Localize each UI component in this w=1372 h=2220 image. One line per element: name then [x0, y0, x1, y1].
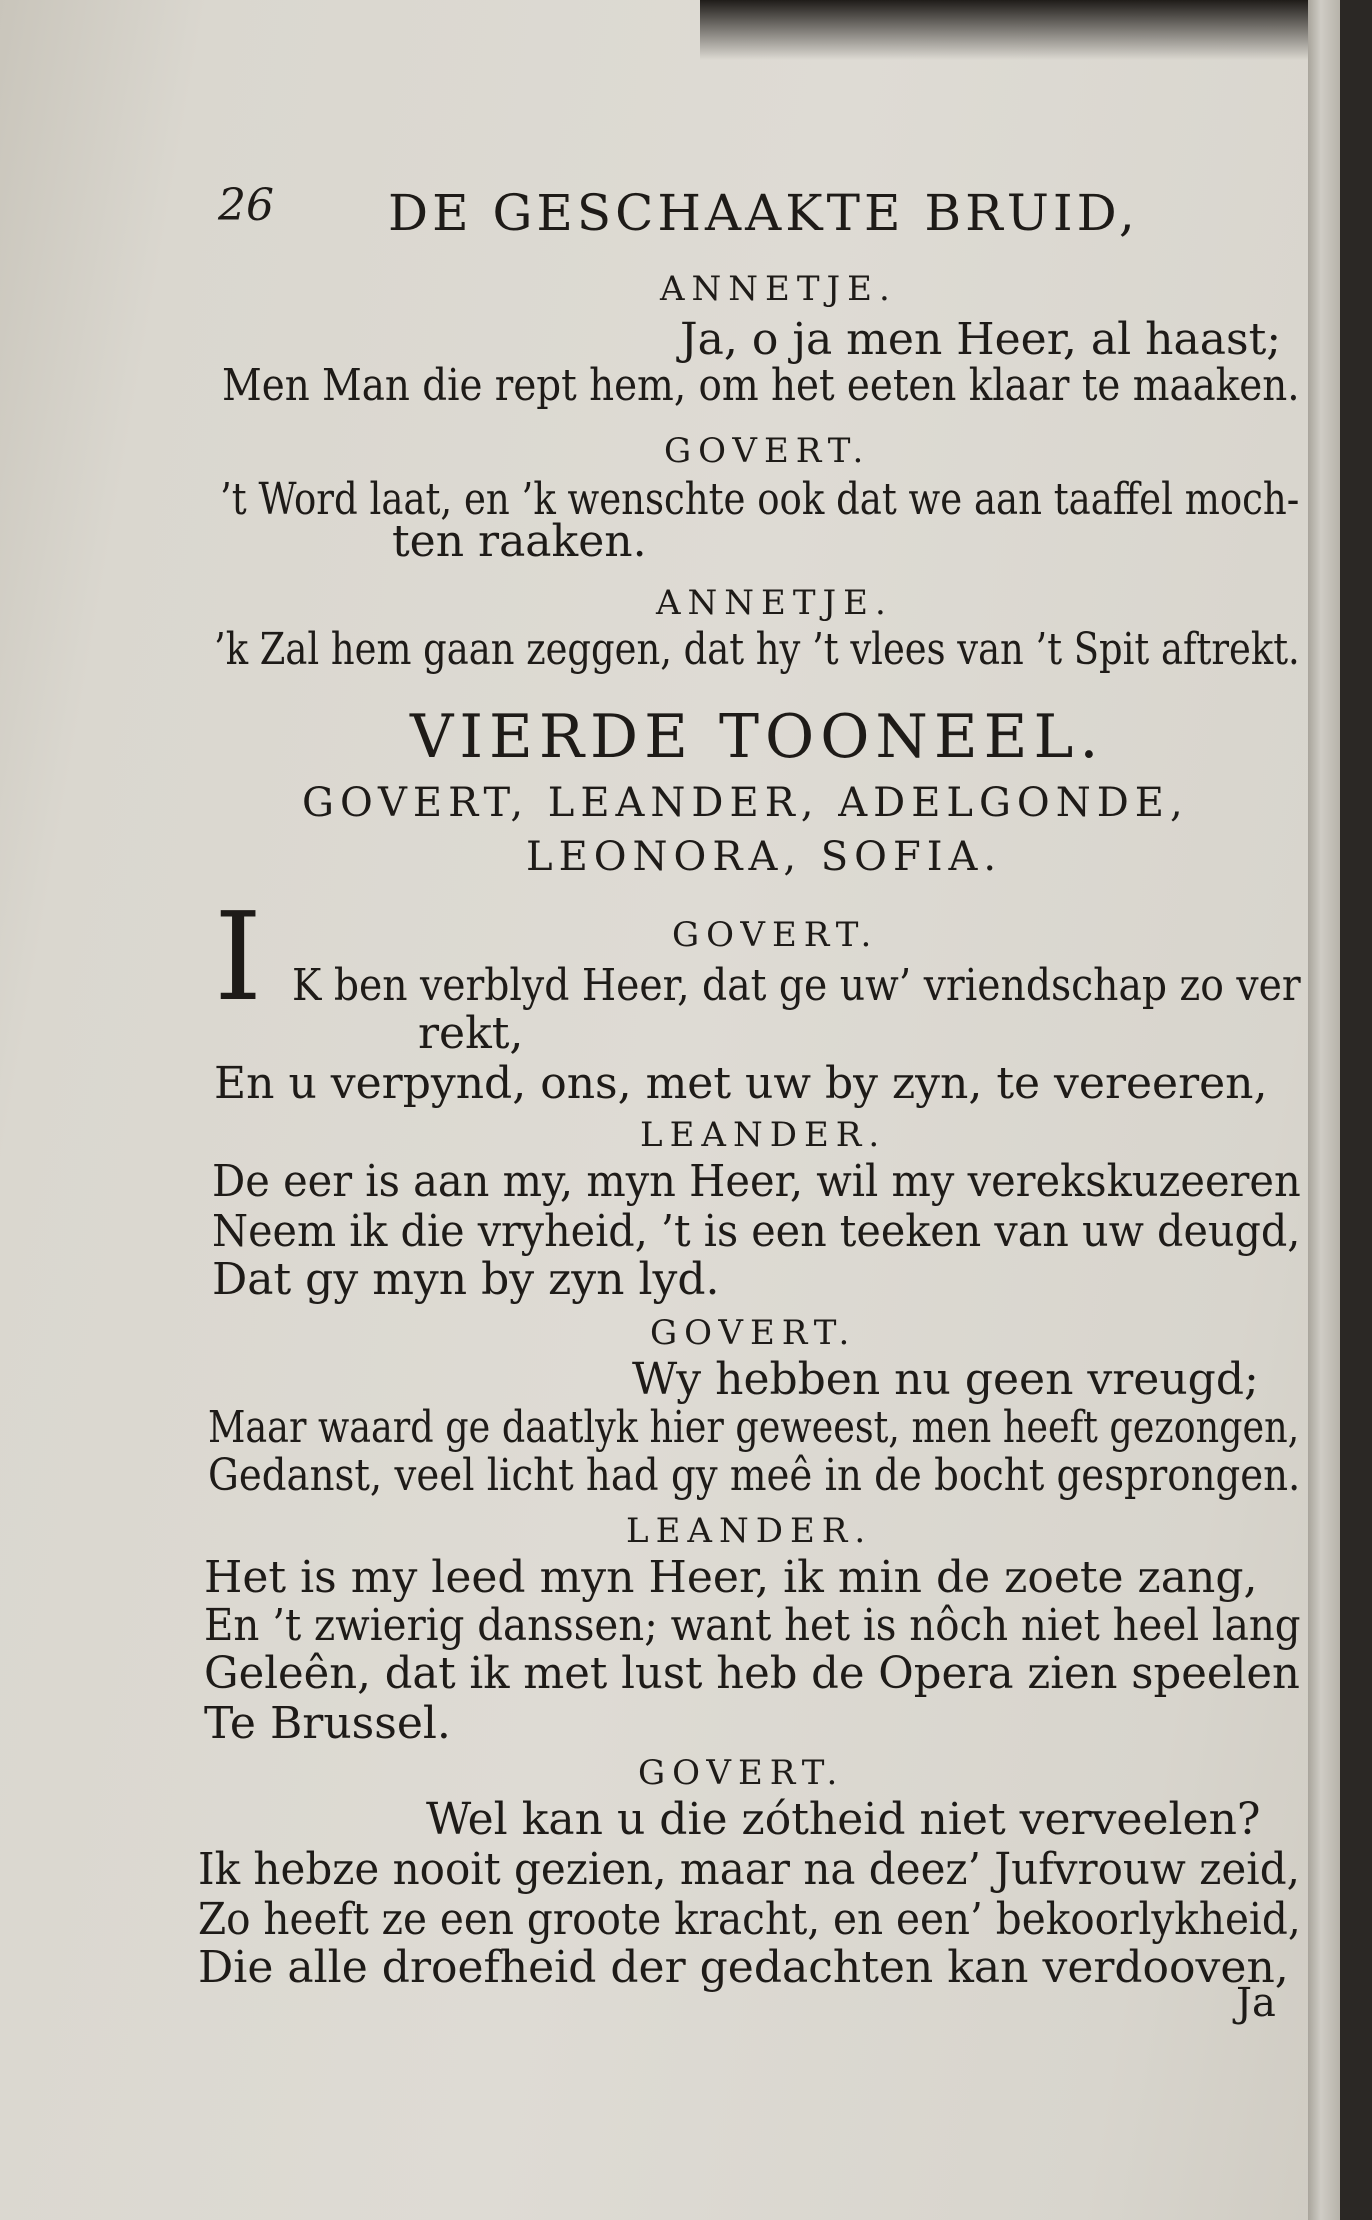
verse-line: Wy hebben nu geen vreugd;: [632, 1354, 1259, 1405]
verse-line: Ja, o ja men Heer, al haast;: [680, 314, 1282, 365]
verse-line: De eer is aan my, myn Heer, wil my verekskuzeeren: [212, 1156, 1301, 1207]
speaker-label: GOVERT.: [672, 915, 879, 955]
verse-line: Dat gy myn by zyn lyd.: [212, 1254, 720, 1305]
verse-line: Te Brussel.: [204, 1698, 451, 1749]
catchword: Ja: [1236, 1980, 1276, 2026]
page-number: 26: [218, 180, 274, 231]
verse-line: Zo heeft ze een groote kracht, en een’ bekoorlykheid,: [198, 1894, 1301, 1945]
speaker-label: GOVERT.: [650, 1313, 857, 1353]
cast-list-line: LEONORA, SOFIA.: [526, 834, 1003, 880]
verse-line: rekt,: [418, 1008, 524, 1059]
verse-line: Geleên, dat ik met lust heb de Opera zien speelen: [204, 1648, 1300, 1699]
verse-line: K ben verblyd Heer, dat ge uw’ vriendschap zo ver: [292, 960, 1301, 1011]
speaker-label: GOVERT.: [638, 1753, 845, 1793]
verse-line: Wel kan u die zótheid niet verveelen?: [426, 1794, 1261, 1845]
verse-line: Men Man die rept hem, om het eeten klaar te maaken.: [222, 360, 1300, 411]
verse-line: ’t Word laat, en ’k wenschte ook dat we aan taaffel moch-: [220, 474, 1300, 525]
speaker-label: ANNETJE.: [660, 269, 897, 309]
verse-line: Die alle droefheid der gedachten kan verdooven,: [198, 1942, 1289, 1993]
cast-list-line: GOVERT, LEANDER, ADELGONDE,: [302, 780, 1189, 826]
speaker-label: ANNETJE.: [656, 583, 893, 623]
verse-line: Neem ik die vryheid, ’t is een teeken van uw deugd,: [212, 1206, 1301, 1257]
verse-line: ten raaken.: [392, 516, 647, 567]
verse-line: En ’t zwierig danssen; want het is nôch niet heel lang: [204, 1600, 1301, 1651]
speaker-label: LEANDER.: [626, 1511, 873, 1551]
speaker-label: LEANDER.: [640, 1115, 887, 1155]
verse-line: Gedanst, veel licht had gy meê in de bocht gesprongen.: [208, 1450, 1301, 1501]
verse-line: Maar waard ge daatlyk hier geweest, men heeft gezongen,: [208, 1402, 1300, 1453]
verse-line: Het is my leed myn Heer, ik min de zoete zang,: [204, 1552, 1258, 1603]
scene-title: VIERDE TOONEEL.: [410, 702, 1105, 772]
verse-line: Ik hebze nooit gezien, maar na deez’ Jufvrouw zeid,: [198, 1844, 1300, 1895]
speaker-label: GOVERT.: [664, 431, 871, 471]
drop-capital: I: [214, 886, 263, 1028]
running-title: DE GESCHAAKTE BRUID,: [388, 184, 1139, 242]
verse-line: En u verpynd, ons, met uw by zyn, te vereeren,: [214, 1058, 1268, 1109]
verse-line: ’k Zal hem gaan zeggen, dat hy ’t vlees van ’t Spit aftrekt.: [214, 624, 1300, 675]
